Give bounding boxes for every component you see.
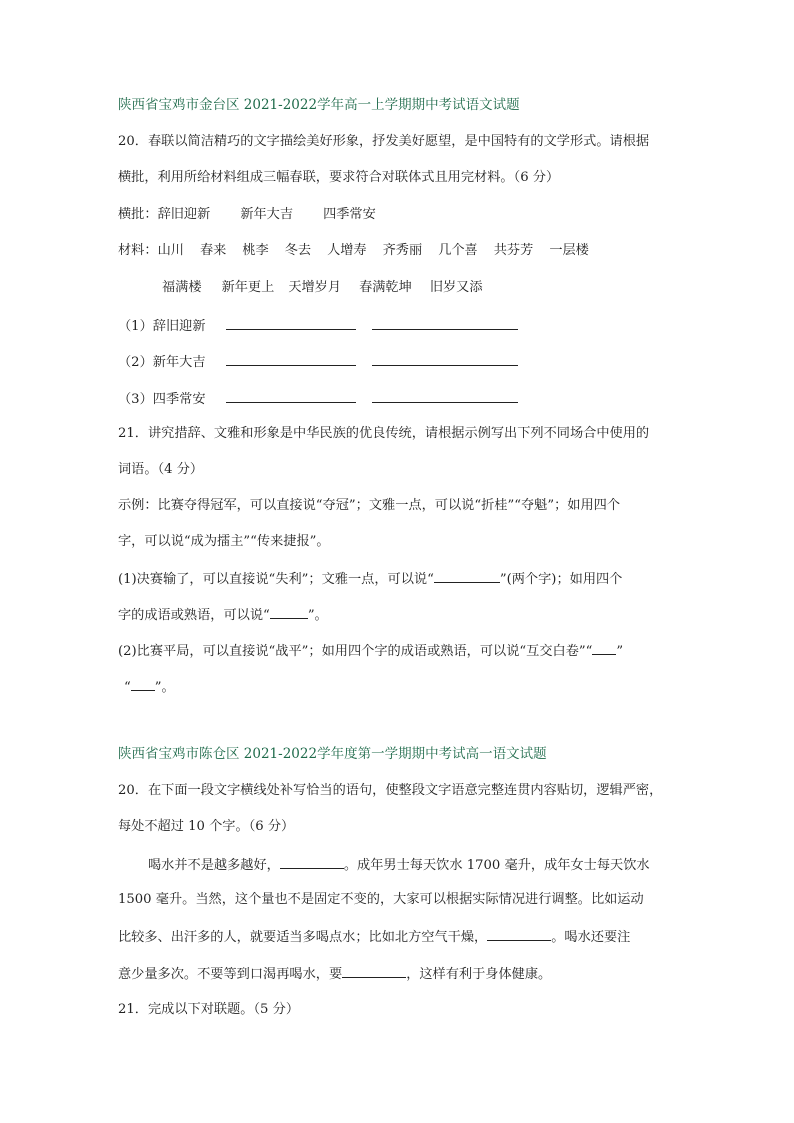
hengpi-row bbox=[118, 206, 376, 224]
fill-blank[interactable] bbox=[342, 964, 406, 978]
hengpi-item: 新年大吉 bbox=[240, 207, 294, 222]
part2-line1 bbox=[118, 641, 623, 661]
part1-text: (1)决赛输了，可以直接说“失利”；文雅一点，可以说“ bbox=[118, 572, 434, 587]
example-line1: 示例：比赛夺得冠军，可以直接说“夺冠”；文雅一点，可以说“折桂”“夺魁”；如用四个 bbox=[118, 498, 621, 513]
material-item: 新年更上 bbox=[221, 280, 275, 295]
materials-row-2 bbox=[162, 279, 483, 297]
answer-row-1 bbox=[118, 316, 518, 336]
material-item: 山川 bbox=[157, 243, 184, 258]
part2-text: (2)比赛平局，可以直接说“战平”；如用四个字的成语或熟语，可以说“互交白卷”“ bbox=[118, 644, 593, 659]
answer-blank[interactable] bbox=[226, 316, 356, 330]
answer-label: （3）四季常安 bbox=[118, 392, 206, 407]
material-item: 共芬芳 bbox=[493, 243, 534, 258]
fill-blank[interactable] bbox=[131, 677, 155, 691]
materials-row-1 bbox=[118, 242, 589, 260]
passage-line3 bbox=[118, 927, 630, 947]
material-item: 天增岁月 bbox=[288, 280, 342, 295]
section2-title: 陕西省宝鸡市陈仓区 2021-2022学年度第一学期期中考试高一语文试题 bbox=[118, 746, 547, 762]
q21-line1: 21．讲究措辞、文雅和形象是中华民族的优良传统，请根据示例写出下列不同场合中使用的 bbox=[118, 426, 650, 441]
material-item: 齐秀丽 bbox=[382, 243, 423, 258]
answer-blank[interactable] bbox=[226, 389, 356, 403]
passage-text: 喝水并不是越多越好， bbox=[148, 858, 280, 873]
part1-line1 bbox=[118, 569, 622, 589]
fill-blank[interactable] bbox=[280, 855, 344, 869]
material-item: 旧岁又添 bbox=[429, 280, 483, 295]
material-item: 冬去 bbox=[284, 243, 312, 258]
passage-text: 意少量多次。不要等到口渴再喝水，要 bbox=[118, 967, 343, 982]
material-item: 几个喜 bbox=[438, 243, 478, 258]
part2-text: ” bbox=[616, 644, 624, 659]
s2-q20-line2: 每处不超过 10 个字。（6 分） bbox=[118, 819, 295, 834]
answer-label: （1）辞旧迎新 bbox=[118, 319, 206, 334]
material-item: 人增寿 bbox=[327, 243, 367, 258]
passage-line4 bbox=[118, 964, 551, 984]
material-item: 春满乾坤 bbox=[359, 280, 412, 295]
answer-label: （2）新年大吉 bbox=[118, 355, 206, 370]
part1-text: 字的成语或熟语，可以说“ bbox=[118, 608, 270, 623]
hengpi-item: 辞旧迎新 bbox=[157, 207, 211, 222]
answer-blank[interactable] bbox=[372, 316, 518, 330]
part2-line2 bbox=[124, 677, 175, 697]
example-line2: 字，可以说“成为擂主”“传来捷报”。 bbox=[118, 534, 330, 549]
hengpi-label: 横批： bbox=[118, 207, 158, 222]
part1-text: ”(两个字)；如用四个 bbox=[499, 572, 623, 587]
material-item: 桃李 bbox=[242, 243, 269, 258]
fill-blank[interactable] bbox=[487, 927, 551, 941]
q20-line2: 横批，利用所给材料组成三幅春联，要求符合对联体式且用完材料。（6 分） bbox=[118, 170, 560, 185]
answer-blank[interactable] bbox=[372, 389, 518, 403]
answer-row-3 bbox=[118, 389, 518, 409]
q20-line1: 20．春联以简洁精巧的文字描绘美好形象，抒发美好愿望，是中国特有的文学形式。请根据 bbox=[118, 134, 650, 149]
passage-text: ，这样有利于身体健康。 bbox=[406, 967, 552, 982]
material-item: 福满楼 bbox=[162, 280, 202, 295]
part2-text: “ bbox=[124, 680, 131, 695]
section1-title: 陕西省宝鸡市金台区 2021-2022学年高一上学期期中考试语文试题 bbox=[118, 97, 520, 113]
s2-q20-line1: 20．在下面一段文字横线处补写恰当的语句，使整段文字语意完整连贯内容贴切，逻辑严密， bbox=[118, 783, 663, 798]
material-item: 一层楼 bbox=[549, 243, 589, 258]
part1-text: ”。 bbox=[307, 608, 328, 623]
passage-line1 bbox=[148, 855, 650, 875]
fill-blank[interactable] bbox=[270, 605, 308, 619]
q21-line2: 词语。（4 分） bbox=[118, 462, 204, 477]
fill-blank[interactable] bbox=[434, 569, 500, 583]
materials-label: 材料： bbox=[118, 243, 158, 258]
passage-text: 比较多、出汗多的人，就要适当多喝点水；比如北方空气干燥， bbox=[118, 930, 488, 945]
answer-row-2 bbox=[118, 352, 518, 372]
passage-text: 。喝水还要注 bbox=[551, 930, 631, 945]
answer-blank[interactable] bbox=[372, 352, 518, 366]
material-item: 春来 bbox=[199, 243, 227, 258]
fill-blank[interactable] bbox=[592, 641, 616, 655]
passage-text: 。成年男士每天饮水 1700 毫升，成年女士每天饮水 bbox=[343, 858, 650, 873]
part2-text: ”。 bbox=[154, 680, 175, 695]
s2-q21: 21．完成以下对联题。（5 分） bbox=[118, 1002, 300, 1017]
hengpi-item: 四季常安 bbox=[323, 207, 376, 222]
passage-line2: 1500 毫升。当然，这个量也不是固定不变的，大家可以根据实际情况进行调整。比如运动 bbox=[118, 892, 644, 907]
answer-blank[interactable] bbox=[226, 352, 356, 366]
part1-line2 bbox=[118, 605, 328, 625]
